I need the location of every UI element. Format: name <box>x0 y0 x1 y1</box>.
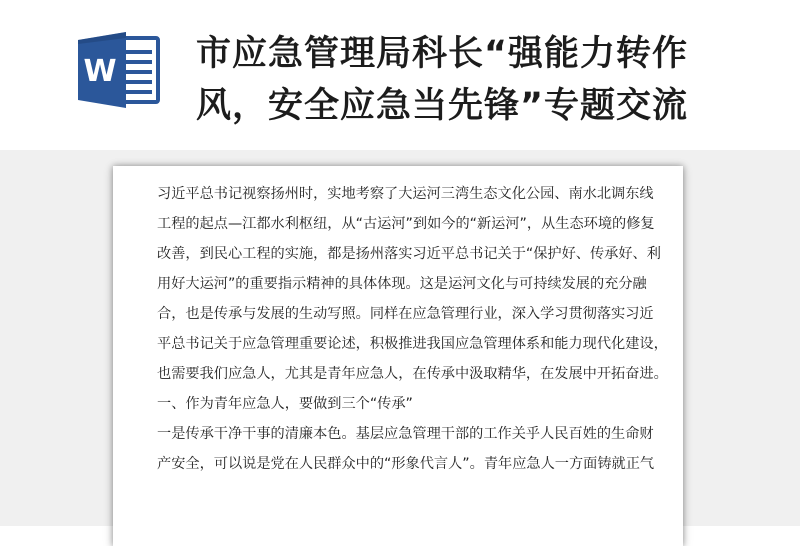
page-title <box>196 28 786 132</box>
document-line: 也需要我们应急人，尤其是青年应急人，在传承中汲取精华，在发展中开拓奋进。 <box>157 366 668 382</box>
document-line: 用好大运河”的重要指示精神的具体体现。这是运河文化与可持续发展的充分融 <box>157 276 647 292</box>
title-line-1: 市应急管理局科长“强能力转作 <box>196 34 689 74</box>
document-line: 平总书记关于应急管理重要论述，积极推进我国应急管理体系和能力现代化建设， <box>157 336 668 352</box>
section-heading: 一、作为青年应急人，要做到三个“传承” <box>157 396 413 412</box>
document-line: 工程的起点—江都水利枢纽，从“古运河”到如今的“新运河”，从生态环境的修复 <box>157 216 655 232</box>
document-line: 合，也是传承与发展的生动写照。同样在应急管理行业，深入学习贯彻落实习近 <box>157 306 654 322</box>
document-line: 产安全，可以说是党在人民群众中的“形象代言人”。青年应急人一方面铸就正气 <box>157 456 655 472</box>
title-line-2: 风，安全应急当先锋”专题交流 <box>196 86 689 126</box>
word-icon-letter: W <box>83 54 117 89</box>
document-line: 改善，到民心工程的实施，都是扬州落实习近平总书记关于“保护好、传承好、利 <box>157 246 661 262</box>
document-line: 习近平总书记视察扬州时，实地考察了大运河三湾生态文化公园、南水北调东线 <box>157 186 654 202</box>
document-line: 一是传承干净干事的清廉本色。基层应急管理干部的工作关乎人民百姓的生命财 <box>157 426 654 442</box>
document-page <box>113 166 683 546</box>
header <box>0 0 800 150</box>
word-document-icon <box>76 30 166 110</box>
document-body <box>157 179 668 479</box>
